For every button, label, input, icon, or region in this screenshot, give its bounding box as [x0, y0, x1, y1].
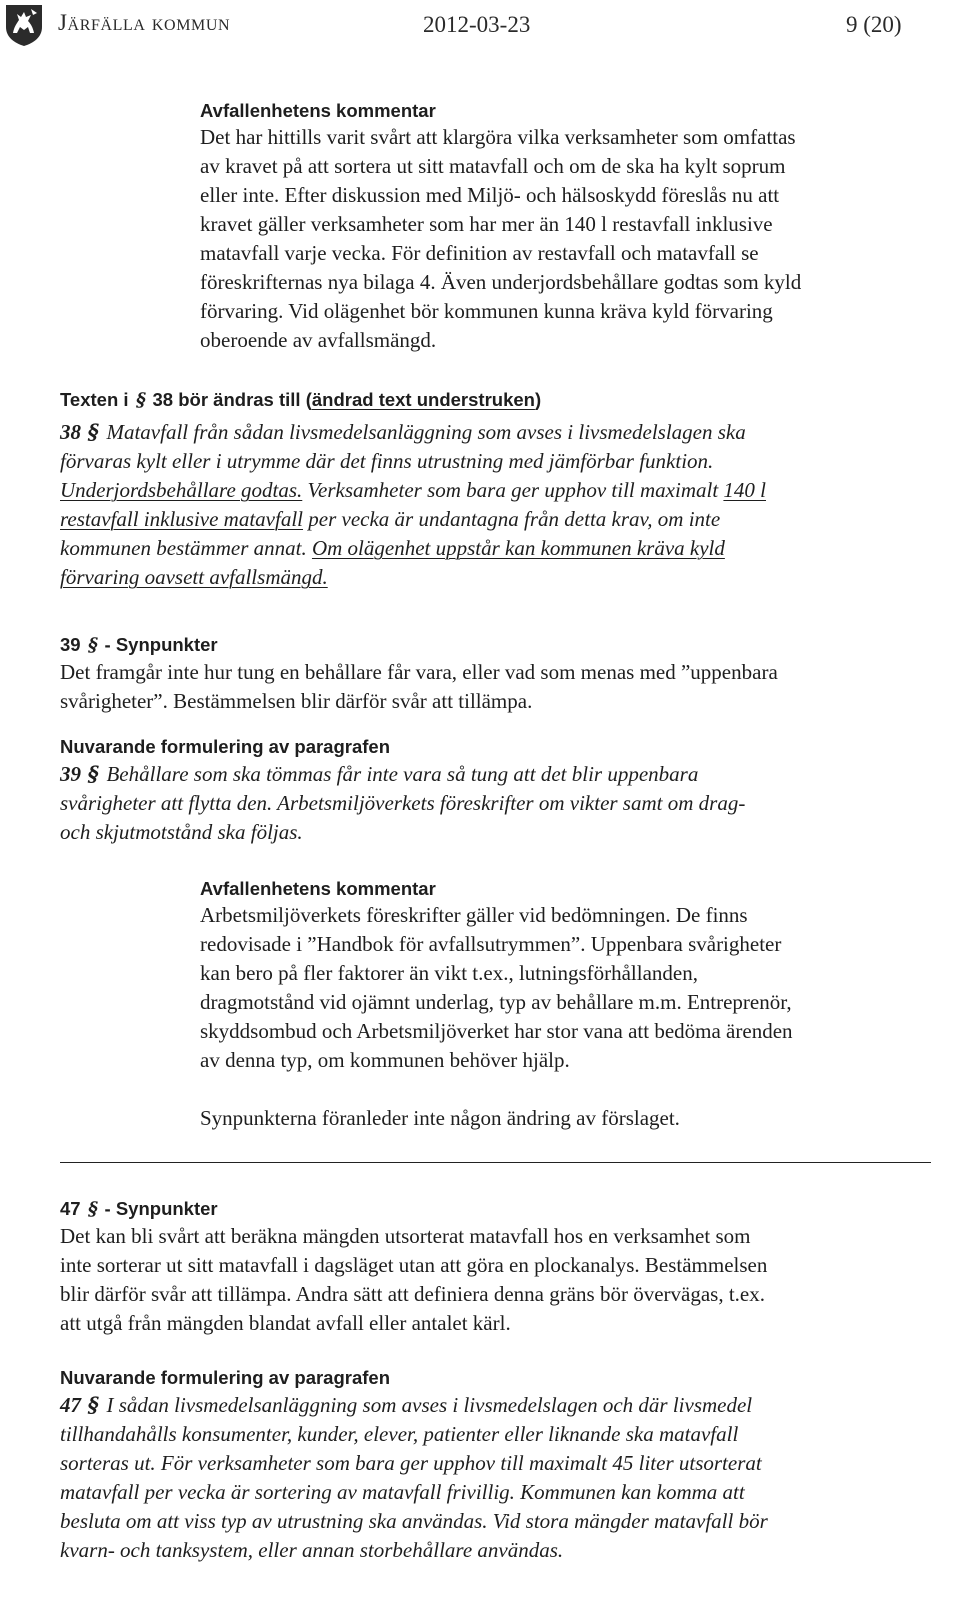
paragraph-line: svårigheter att flytta den. Arbetsmiljöverkets föreskrifter om vikter samt om drag- — [60, 791, 746, 815]
section-symbol: § — [133, 390, 148, 411]
paragraph-line: och skjutmotstånd ska följas. — [60, 820, 303, 844]
paragraph-line: 38 § Matavfall från sådan livsmedelsanläggning som avses i livsmedelslagen ska — [60, 419, 746, 444]
section-heading: Texten i § 38 bör ändras till (ändrad text understruken) — [60, 389, 542, 411]
paragraph-line: eller inte. Efter diskussion med Miljö- och hälsoskydd föreslås nu att — [200, 183, 780, 207]
section-divider — [60, 1162, 931, 1163]
paragraph-line: sorteras ut. För verksamheter som bara ger upphov till maximalt 45 liter utsorterat — [60, 1451, 762, 1475]
paragraph-line: Det framgår inte hur tung en behållare får vara, eller vad som menas med ”uppenbara — [60, 660, 778, 684]
paragraph-line: svårigheter”. Bestämmelsen blir därför svår att tillämpa. — [60, 689, 533, 713]
conclusion-line: Synpunkterna föranleder inte någon ändring av förslaget. — [200, 1106, 680, 1130]
paragraph-line: dragmotstånd vid ojämnt underlag, typ av behållare m.m. Entreprenör, — [200, 990, 792, 1014]
paragraph-line: skyddsombud och Arbetsmiljöverket har stor vana att bedöma ärenden — [200, 1019, 793, 1043]
section-symbol: § — [85, 635, 100, 656]
section-heading: 39 § - Synpunkter — [60, 634, 218, 656]
paragraph-line: förvaras kylt eller i utrymme där det finns utrustning med jämförbar funktion. — [60, 449, 714, 473]
section-heading: Nuvarande formulering av paragrafen — [60, 1367, 391, 1388]
change-section-38 — [60, 388, 766, 592]
paragraph-line: kvarn- och tanksystem, eller annan storbehållare användas. — [60, 1538, 564, 1562]
paragraph-line: av kravet på att sortera ut sitt matavfall och om de ska ha kylt soprum — [200, 154, 786, 178]
section-symbol: § — [85, 1199, 100, 1220]
paragraph-line: av denna typ, om kommunen behöver hjälp. — [200, 1048, 570, 1072]
paragraph-line: förvaring. Vid olägenhet bör kommunen kunna kräva kyld förvaring — [200, 299, 773, 323]
paragraph-line: redovisade i ”Handbok för avfallsutrymmen”. Uppenbara svårigheter — [200, 932, 782, 956]
paragraph-line: oberoende av avfallsmängd. — [200, 328, 437, 352]
comment-section-1 — [200, 99, 801, 355]
paragraph-line: matavfall per vecka är sortering av matavfall frivillig. Kommunen kan komma att — [60, 1480, 745, 1504]
paragraph-line: Det kan bli svårt att beräkna mängden utsorterat matavfall hos en verksamhet som — [60, 1224, 751, 1248]
paragraph-line: besluta om att viss typ av utrustning ska användas. Vid stora mängder matavfall bör — [60, 1509, 768, 1533]
organization-name: Järfälla kommun — [58, 10, 231, 35]
paragraph-line: restavfall inklusive matavfall per vecka är undantagna från detta krav, om inte — [60, 507, 721, 531]
synpunkter-section-39 — [60, 633, 778, 716]
section-heading: Avfallenhetens kommentar — [200, 878, 436, 899]
paragraph-line: Arbetsmiljöverkets föreskrifter gäller vid bedömningen. De finns — [200, 903, 748, 927]
paragraph-line: inte sorterar ut sitt matavfall i dagsläget utan att göra en plockanalys. Bestämmelsen — [60, 1253, 768, 1277]
comment-section-39 — [200, 877, 793, 1133]
paragraph-line: 47 § I sådan livsmedelsanläggning som avses i livsmedelslagen och där livsmedel — [60, 1392, 753, 1417]
municipal-crest-logo — [4, 3, 44, 47]
section-symbol: § — [85, 761, 102, 786]
section-symbol: § — [85, 419, 102, 444]
paragraph-line: matavfall varje vecka. För definition av restavfall och matavfall se — [200, 241, 759, 265]
page-header — [0, 0, 960, 56]
paragraph-line: Det har hittills varit svårt att klargöra vilka verksamheter som omfattas — [200, 125, 796, 149]
synpunkter-section-47 — [60, 1197, 767, 1338]
paragraph-line: kravet gäller verksamheter som har mer än 140 l restavfall inklusive — [200, 212, 773, 236]
section-heading: Avfallenhetens kommentar — [200, 100, 436, 121]
paragraph-line: kan bero på fler faktorer än vikt t.ex., lutningsförhållanden, — [200, 961, 698, 985]
current-wording-section-39 — [60, 735, 745, 847]
paragraph-line: 39 § Behållare som ska tömmas får inte vara så tung att det blir uppenbara — [60, 761, 699, 786]
paragraph-line: föreskrifternas nya bilaga 4. Även underjordsbehållare godtas som kyld — [200, 270, 802, 294]
paragraph-line: Underjordsbehållare godtas. Verksamheter som bara ger upphov till maximalt 140 l — [60, 478, 766, 502]
current-wording-section-47 — [60, 1366, 768, 1565]
paragraph-line: förvaring oavsett avfallsmängd. — [60, 565, 328, 589]
paragraph-line: tillhandahålls konsumenter, kunder, elever, patienter eller liknande ska matavfall — [60, 1422, 739, 1446]
paragraph-line: kommunen bestämmer annat. Om olägenhet uppstår kan kommunen kräva kyld — [60, 536, 725, 560]
section-heading: 47 § - Synpunkter — [60, 1198, 218, 1220]
page-number: 9 (20) — [846, 12, 902, 37]
section-heading: Nuvarande formulering av paragrafen — [60, 736, 391, 757]
section-symbol: § — [85, 1392, 102, 1417]
paragraph-line: att utgå från mängden blandat avfall eller antalet kärl. — [60, 1311, 511, 1335]
document-date: 2012-03-23 — [423, 12, 531, 37]
paragraph-line: blir därför svår att tillämpa. Andra sätt att definiera denna gräns bör övervägas, t.ex. — [60, 1282, 765, 1306]
